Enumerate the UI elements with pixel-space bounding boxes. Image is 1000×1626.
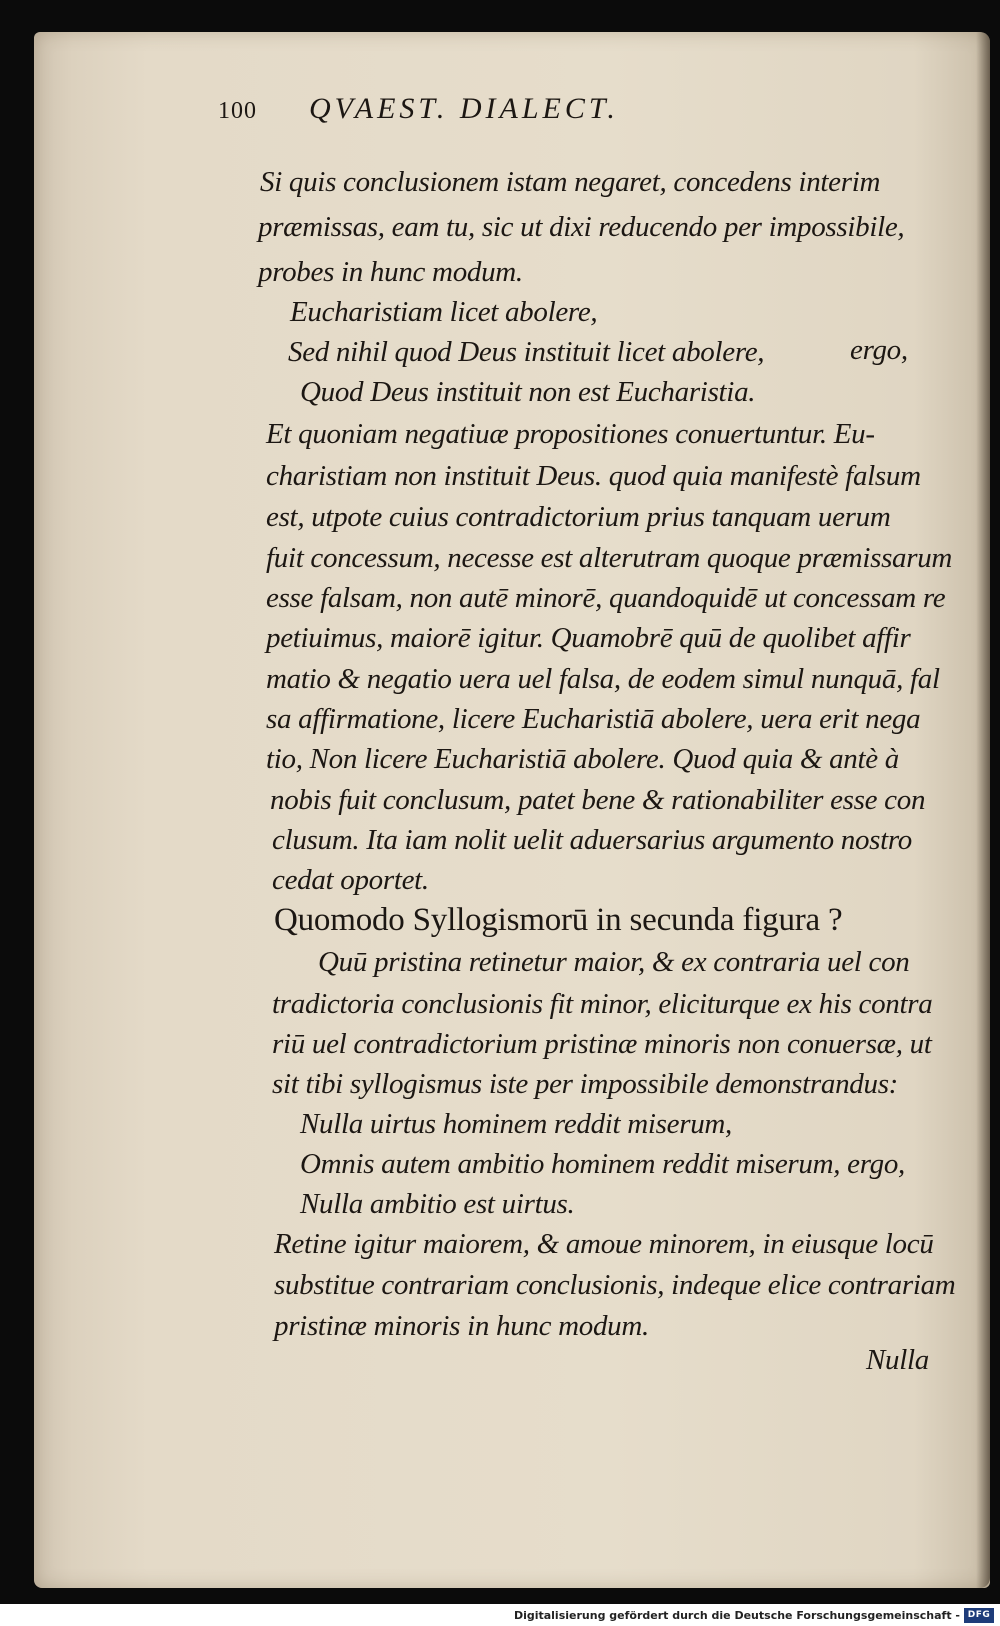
running-title: QVAEST. DIALECT. (309, 92, 619, 125)
text-line: Nulla ambitio est uirtus. (300, 1188, 575, 1220)
text-line: Quū pristina retinetur maior, & ex contraria uel con (318, 946, 910, 978)
text-line: Si quis conclusionem istam negaret, concedens interim (260, 166, 881, 198)
dfg-logo-icon: DFG (964, 1608, 994, 1623)
running-head (218, 92, 619, 126)
text-line: clusum. Ita iam nolit uelit aduersarius argumento nostro (272, 824, 912, 856)
text-line: tio, Non licere Eucharistiā abolere. Quod quia & antè à (266, 743, 899, 775)
text-line: substitue contrariam conclusionis, indeque elice contrariam (274, 1269, 956, 1301)
text-line: Retine igitur maiorem, & amoue minorem, in eiusque locū (274, 1228, 934, 1260)
text-line: præmissas, eam tu, sic ut dixi reducendo per impossibile, (258, 211, 905, 243)
text-line: Omnis autem ambitio hominem reddit miserum, ergo, (300, 1148, 905, 1180)
text-line: nobis fuit conclusum, patet bene & rationabiliter esse con (270, 784, 926, 816)
text-line: charistiam non instituit Deus. quod quia manifestè falsum (266, 460, 921, 492)
text-line: Sed nihil quod Deus instituit licet abolere, (288, 336, 765, 368)
text-line: matio & negatio uera uel falsa, de eodem simul nunquā, fal (266, 663, 940, 695)
text-line: Quod Deus instituit non est Eucharistia. (300, 376, 756, 408)
text-line: cedat oportet. (272, 864, 429, 896)
text-line: Et quoniam negatiuæ propositiones conuertuntur. Eu- (266, 418, 875, 450)
text-line: esse falsam, non autē minorē, quandoquidē ut concessam re (266, 582, 946, 614)
text-line: petiuimus, maiorē igitur. Quamobrē quū de quolibet affir (266, 622, 911, 654)
text-line: sa affirmatione, licere Eucharistiā abolere, uera erit nega (266, 703, 921, 735)
footer-credit: Digitalisierung gefördert durch die Deutsche Forschungsgemeinschaft - (513, 1609, 960, 1622)
text-line: est, utpote cuius contradictorium prius tanquam uerum (266, 501, 891, 533)
text-line: riū uel contradictorium pristinæ minoris non conuersæ, ut (272, 1028, 932, 1060)
text-line: ergo, (850, 334, 908, 366)
text-line: Eucharistiam licet abolere, (290, 296, 598, 328)
text-line: Nulla uirtus hominem reddit miserum, (300, 1108, 732, 1140)
catchword: Nulla (866, 1344, 929, 1376)
text-line: pristinæ minoris in hunc modum. (274, 1310, 649, 1342)
text-line: sit tibi syllogismus iste per impossibile demonstrandus: (272, 1068, 899, 1100)
text-line: fuit concessum, necesse est alterutram quoque præmissarum (266, 542, 953, 574)
text-line: probes in hunc modum. (258, 256, 523, 288)
text-line: tradictoria conclusionis fit minor, eliciturque ex his contra (272, 988, 933, 1020)
page-number: 100 (218, 98, 257, 124)
digitization-footer (0, 1604, 1000, 1626)
section-heading: Quomodo Syllogismorū in secunda figura ? (274, 902, 843, 938)
